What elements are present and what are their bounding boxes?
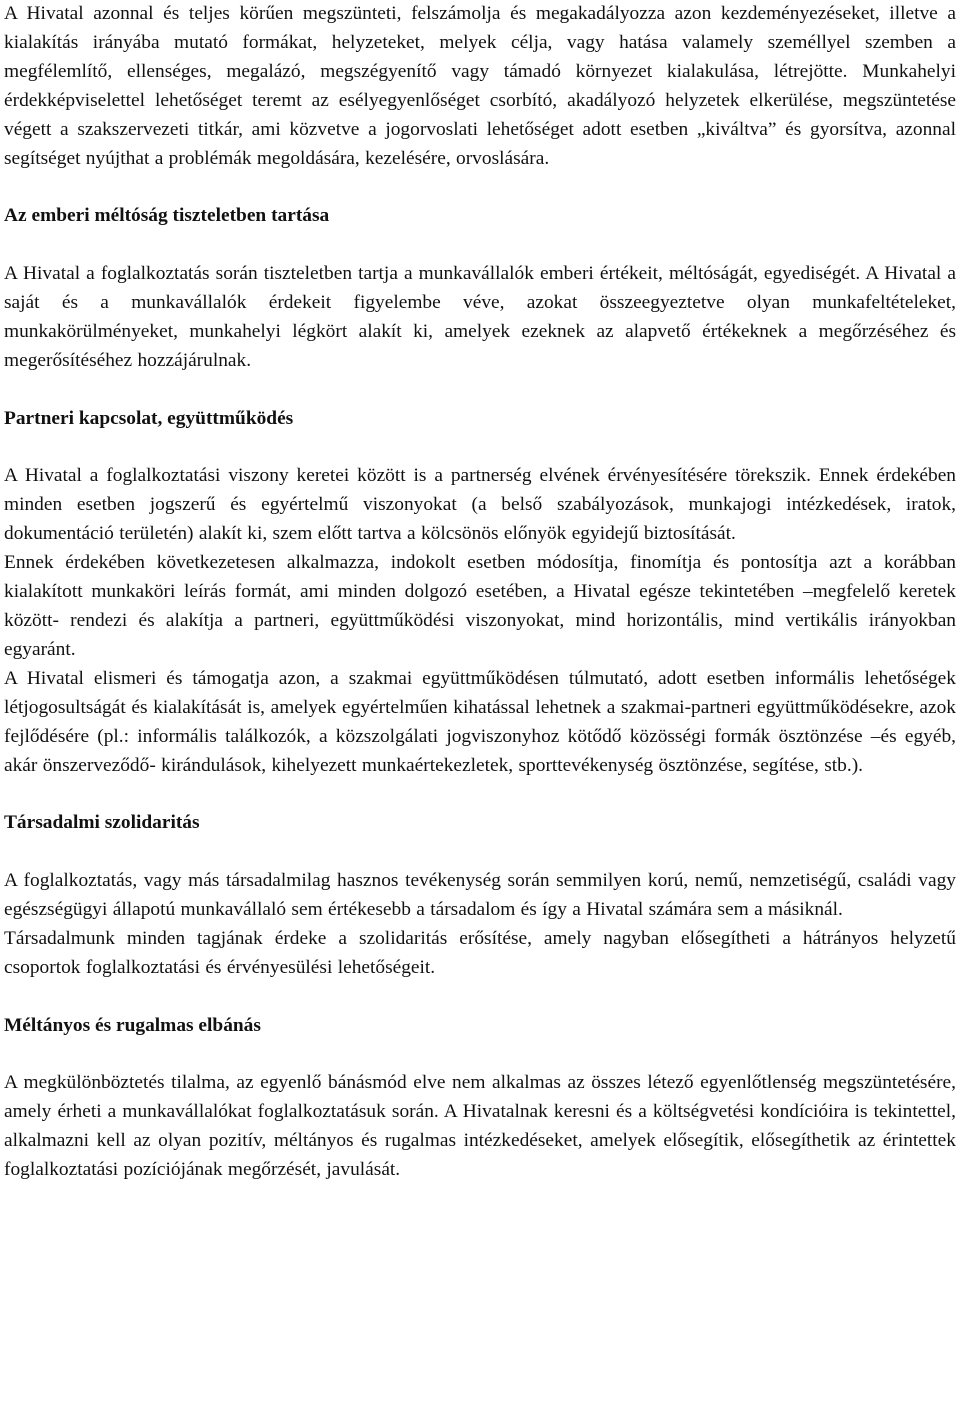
section-partneri-kapcsolat <box>4 405 956 781</box>
section-paragraph: Társadalmunk minden tagjának érdeke a szolidaritás erősítése, amely nagyban elősegítheti a hátrányos helyzetű csoportok foglalkoztatási és érvényesülési lehetőségeit. <box>4 927 956 978</box>
section-heading: Társadalmi szolidaritás <box>4 812 200 834</box>
section-tarsadalmi-szolidaritas <box>4 809 956 982</box>
section-paragraph: A megkülönböztetés tilalma, az egyenlő bánásmód elve nem alkalmas az összes létező egyenlőtlenség megszüntetésére, amely érheti a munkavállalókat foglalkoztatásuk során. A Hivatalnak keresni és a költségvetési kondícióira is tekintettel, alkalmazni kell az olyan pozitív, méltányos és rugalmas intézkedéseket, amelyek elősegítik, elősegíthetik az érintettek foglalkoztatási pozíciójának megőrzését, javulását. <box>4 1072 956 1181</box>
section-emberi-meltosag <box>4 202 956 375</box>
section-heading: Az emberi méltóság tiszteletben tartása <box>4 205 330 227</box>
section-paragraph: Ennek érdekében következetesen alkalmazza, indokolt esetben módosítja, finomítja és pontosítja azt a korábban kialakított munkaköri leírás formát, ami minden dolgozó esetében, a Hivatal egésze tekintetében –megfelelő keretek között- rendezi és alakítja a partneri, együttműködési viszonyokat, mind horizontális, mind vertikális irányokban egyaránt. <box>4 552 956 660</box>
section-paragraph: A foglalkoztatás, vagy más társadalmilag hasznos tevékenység során semmilyen korú, nemű, nemzetiségű, családi vagy egészségügyi állapotú munkavállaló sem értékesebb a társadalom és így a Hivatal számára sem a másiknál. <box>4 870 956 920</box>
intro-section <box>4 0 956 173</box>
section-heading: Partneri kapcsolat, együttműködés <box>4 407 294 429</box>
intro-paragraph: A Hivatal azonnal és teljes körűen megszünteti, felszámolja és megakadályozza azon kezdeményezéseket, illetve a kialakítás irányába mutató formákat, helyzeteket, melyek célja, vagy hatása valamely személlyel szemben a megfélemlítő, ellenséges, megalázó, megszégyenítő vagy támadó környezet kialakulása, létrejötte. Munkahelyi érdekképviselettel lehetőséget teremt az esélyegyenlőséget csorbító, akadályozó helyzetek elkerülése, megszüntetése végett a szakszervezeti titkár, ami közvetve a jogorvoslati lehetőséget adott esetben „kiváltva” és gyorsítva, azonnal segítséget nyújthat a problémák megoldására, kezelésére, orvoslására. <box>4 3 956 169</box>
section-heading: Méltányos és rugalmas elbánás <box>4 1014 261 1036</box>
section-paragraph: A Hivatal elismeri és támogatja azon, a szakmai együttműködésen túlmutató, adott esetben informális lehetőségek létjogosultságát és kialakítását is, amelyek egyértelműen kihatással lehetnek a szakmai-partneri együttműködésekre, azok fejlődésére (pl.: informális találkozók, a közszolgálati jogviszonyhoz kötődő közösségi formák ösztönzése –és egyéb, akár önszerveződő- kirándulások, kihelyezett munkaértekezletek, sporttevékenység ösztönzése, segítése, stb.). <box>4 667 956 776</box>
section-paragraph: A Hivatal a foglalkoztatási viszony keretei között is a partnerség elvének érvényesítésére törekszik. Ennek érdekében minden esetben jogszerű és egyértelmű viszonyokat (a belső szabályozások, munkajogi intézkedések, iratok, dokumentáció területén) alakít ki, szem előtt tartva a kölcsönös előnyök egyidejű biztosítását. <box>4 465 956 545</box>
section-meltanyos-elbanas <box>4 1012 956 1185</box>
section-paragraph: A Hivatal a foglalkoztatás során tiszteletben tartja a munkavállalók emberi értékeit, méltóságát, egyediségét. A Hivatal a saját és a munkavállalók érdekeit figyelembe véve, azokat összeegyeztetve olyan munkafeltételeket, munkakörülményeket, munkahelyi légkört alakít ki, amelyek ezeknek az alapvető értékeknek a megőrzéséhez és megerősítéséhez hozzájárulnak. <box>4 263 956 371</box>
